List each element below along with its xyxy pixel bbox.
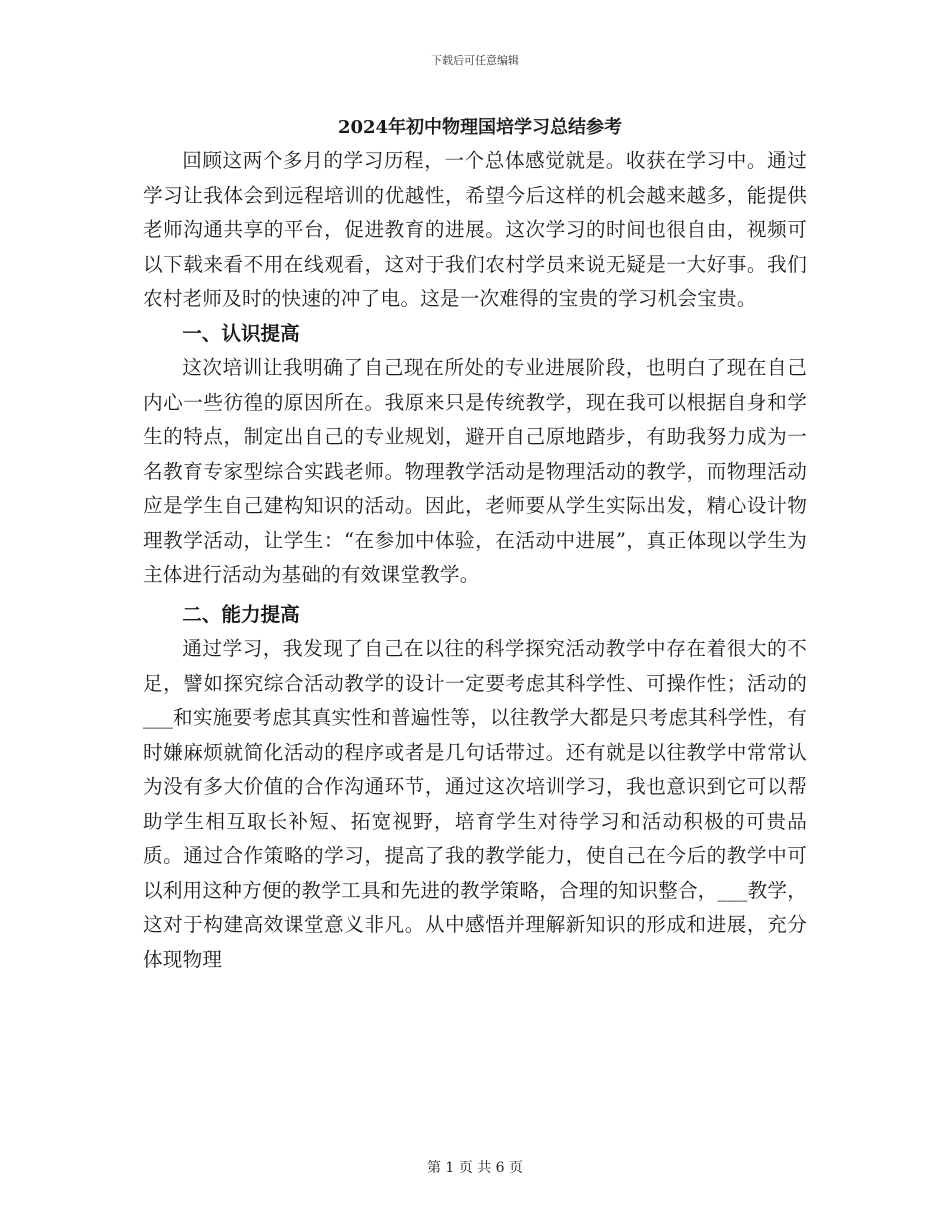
section-paragraph-awareness: 这次培训让我明确了自己现在所处的专业进展阶段，也明白了现在自己内心一些彷徨的原因所在。我原来只是传统教学，现在我可以根据自身和学生的特点，制定出自己的专业规划，避开自己原地踏步，有助我努力成为一名教育专家型综合实践老师。物理教学活动是物理活动的教学，而物理活动应是学生自己建构知识的活动。因此，老师要从学生实际出发，精心设计物理教学活动，让学生：“在参加中体验，在活动中进展”，真正体现以学生为主体进行活动为基础的有效课堂教学。 xyxy=(143,356,807,586)
intro-paragraph: 回顾这两个多月的学习历程，一个总体感觉就是。收获在学习中。通过学习让我体会到远程培训的优越性，希望今后这样的机会越来越多，能提供老师沟通共享的平台，促进教育的进展。这次学习的时间也很自由，视频可以下载来看不用在线观看，这对于我们农村学员来说无疑是一大好事。我们农村老师及时的快速的冲了电。这是一次难得的宝贵的学习机会宝贵。 xyxy=(143,149,807,310)
section-heading-awareness: 一、认识提高 xyxy=(182,321,300,345)
page-header-note: 下载后可任意编辑 xyxy=(431,54,519,67)
page-number: 第 1 页 共 6 页 xyxy=(426,1160,524,1176)
section-paragraph-ability: 通过学习，我发现了自己在以往的科学探究活动教学中存在着很大的不足，譬如探究综合活动教学的设计一定要考虑其科学性、可操作性；活动的___和实施要考虑其真实性和普遍性等，以往教学大都是只考虑其科学性，有时嫌麻烦就简化活动的程序或者是几句话带过。还有就是以往教学中常常认为没有多大价值的合作沟通环节，通过这次培训学习，我也意识到它可以帮助学生相互取长补短、拓宽视野，培育学生对待学习和活动积极的可贵品质。通过合作策略的学习，提高了我的教学能力，使自己在今后的教学中可以利用这种方便的教学工具和先进的教学策略，合理的知识整合，___教学，这对于构建高效课堂意义非凡。从中感悟并理解新知识的形成和进展，充分体现物理 xyxy=(143,637,807,971)
document-title: 2024年初中物理国培学习总结参考 xyxy=(337,117,623,138)
section-heading-ability: 二、能力提高 xyxy=(182,602,300,626)
document-body xyxy=(143,112,807,977)
